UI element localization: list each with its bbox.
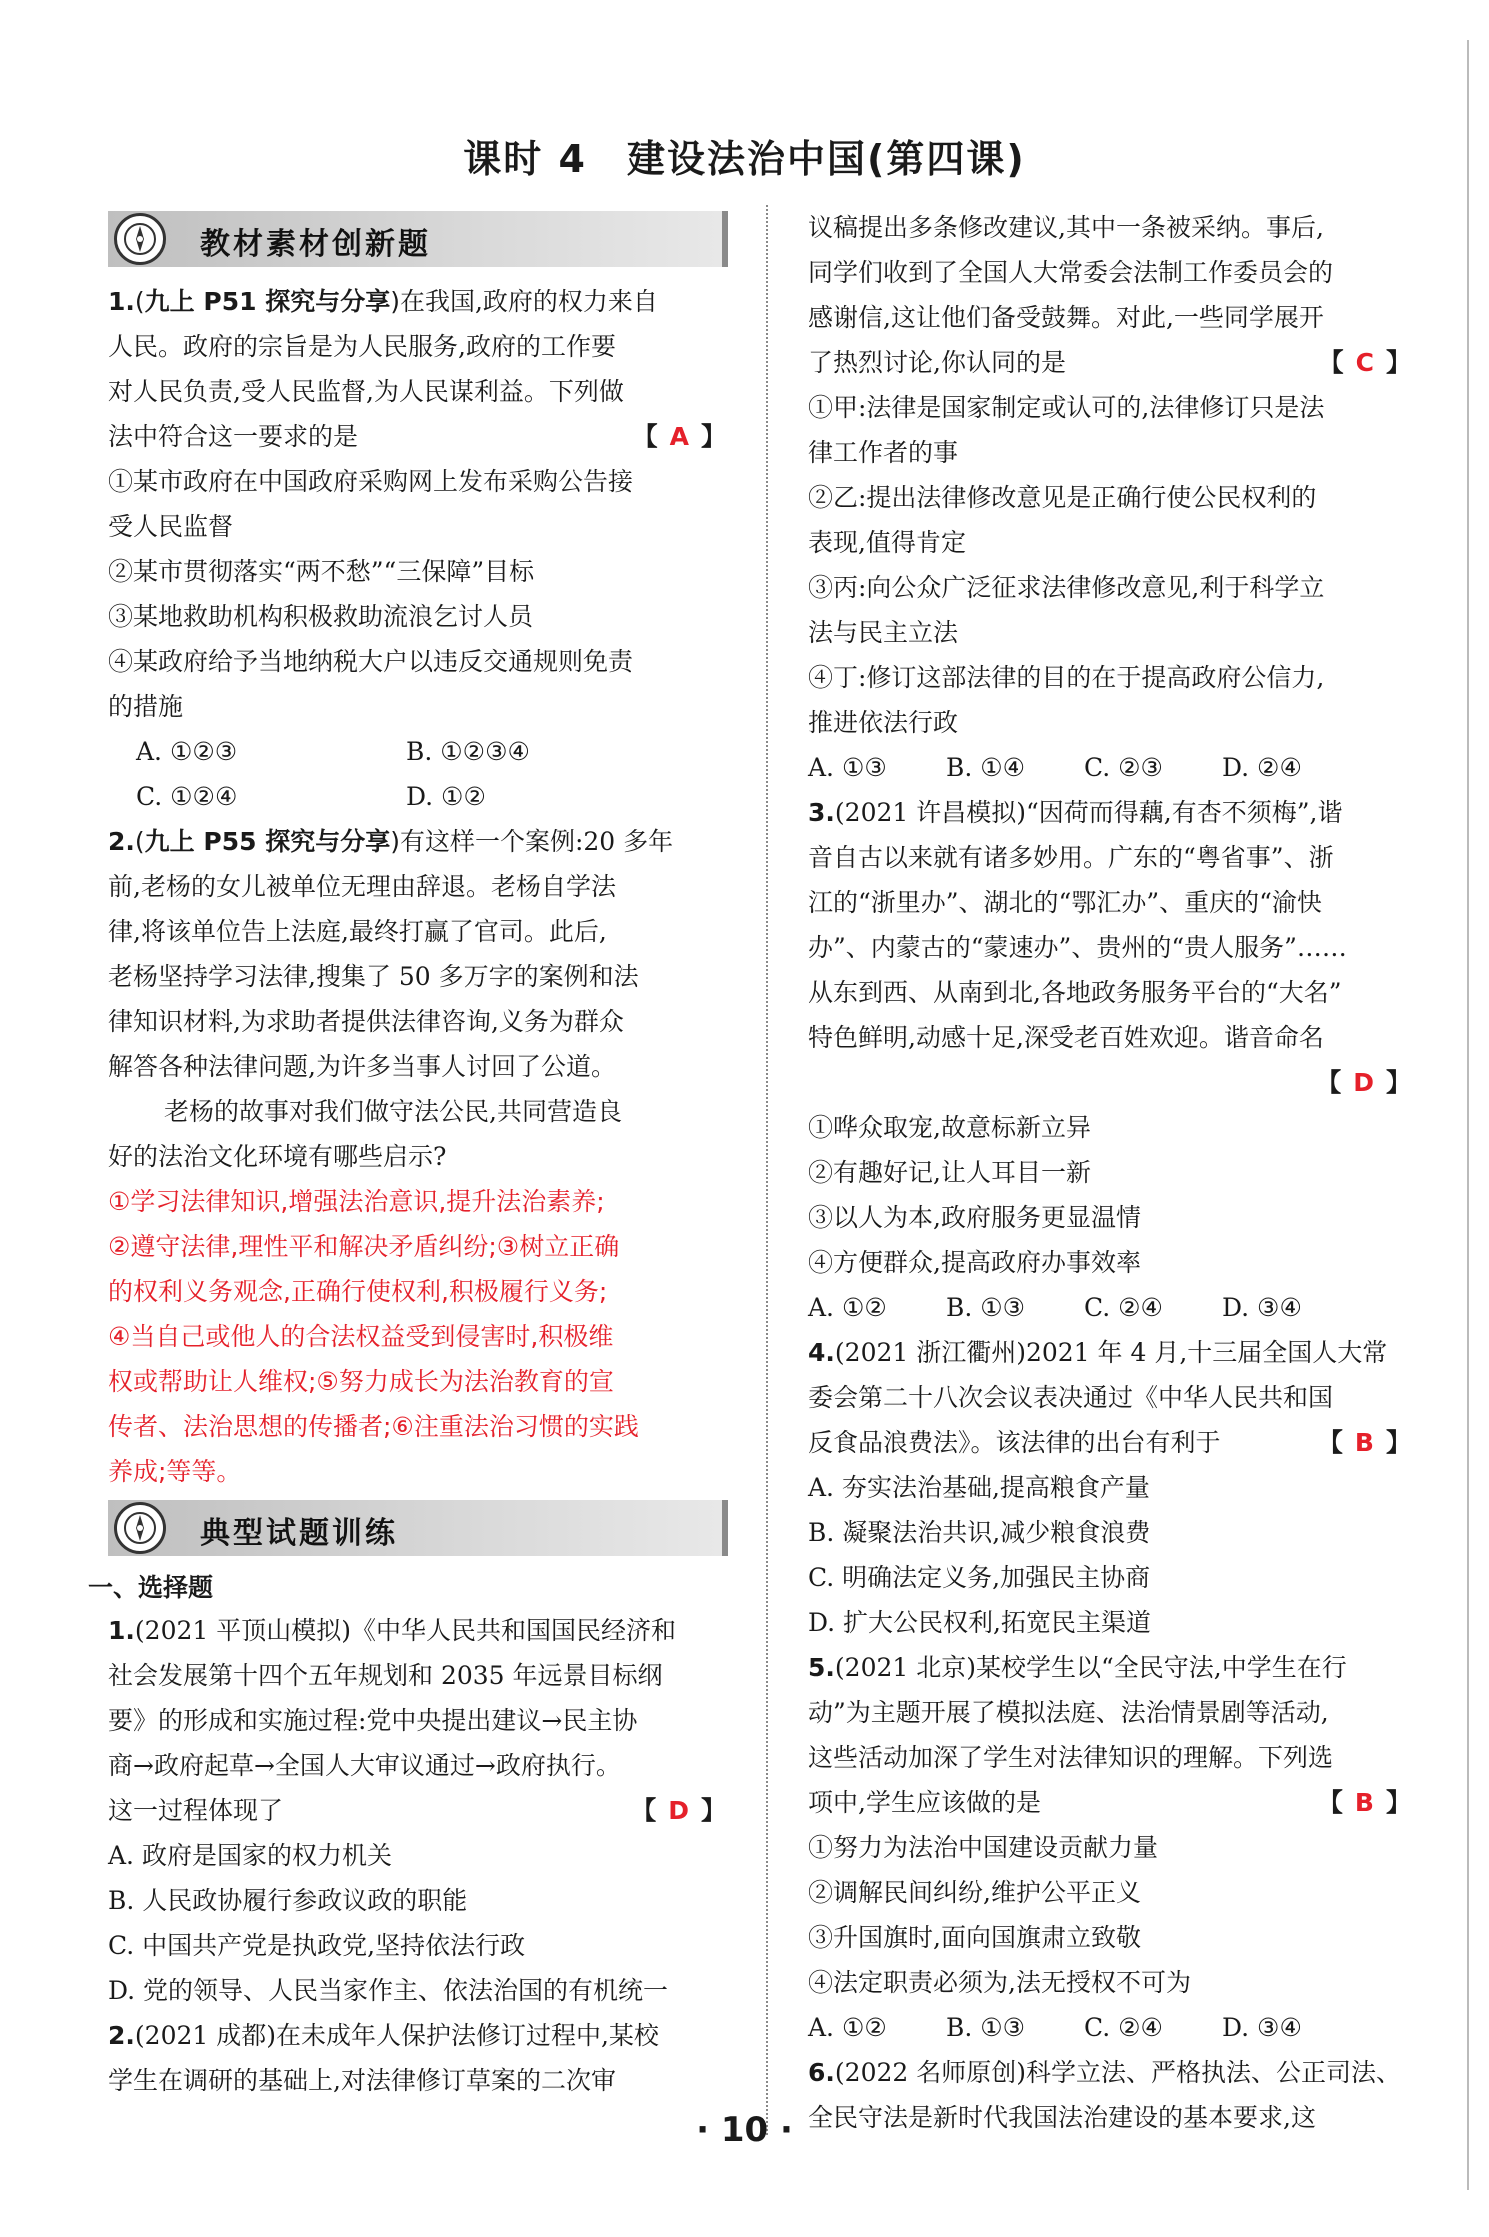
answer-text: ④当自己或他人的合法权益受到侵害时,积极维 [108, 1322, 614, 1351]
question-number: 3. [808, 798, 835, 827]
section-header-training [108, 1500, 728, 1556]
options-row [108, 774, 728, 819]
question-text: 律知识材料,为求助者提供法律咨询,义务为群众 [108, 1007, 624, 1036]
option-b: B. ①③ [946, 1293, 1026, 1322]
question-text: 从东到西、从南到北,各地政务服务平台的“大名” [808, 978, 1342, 1007]
question-number: 1. [108, 287, 135, 316]
question-text: 项中,学生应该做的是 [808, 1788, 1041, 1817]
answer-text: 养成;等等。 [108, 1457, 242, 1486]
option-d: D. 党的领导、人民当家作主、依法治国的有机统一 [108, 1976, 669, 2005]
statement-item: ①甲:法律是国家制定或认可的,法律修订只是法 [808, 393, 1325, 422]
question-source: (九上 P51 探究与分享) [134, 287, 400, 316]
question-text: 委会第二十八次会议表决通过《中华人民共和国 [808, 1383, 1334, 1412]
question-text: 解答各种法律问题,为许多当事人讨回了公道。 [108, 1052, 616, 1081]
section-title: 典型试题训练 [200, 1516, 398, 1551]
option-d: D. ③④ [1222, 1293, 1302, 1322]
options-row [108, 729, 728, 774]
option-b: B. 凝聚法治共识,减少粮食浪费 [808, 1518, 1151, 1547]
question-number: 2. [108, 2021, 135, 2050]
answer-value: C [1355, 348, 1376, 377]
question-text: 全民守法是新时代我国法治建设的基本要求,这 [808, 2103, 1316, 2132]
question-text: 有这样一个案例:20 多年 [399, 827, 674, 856]
question-prompt: 老杨的故事对我们做守法公民,共同营造良 [164, 1097, 622, 1126]
option-c: C. ①②④ [136, 782, 238, 811]
question-text: (2022 名师原创)科学立法、严格执法、公正司法、 [834, 2058, 1401, 2087]
option-d: D. ③④ [1222, 2013, 1302, 2042]
statement-item: ②有趣好记,让人耳目一新 [808, 1158, 1091, 1187]
option-d: D. 扩大公民权利,拓宽民主渠道 [808, 1608, 1151, 1637]
question-text: 音自古以来就有诸多妙用。广东的“粤省事”、浙 [808, 843, 1334, 872]
answer-text: 权或帮助让人维权;⑤努力成长为法治教育的宣 [108, 1367, 614, 1396]
column-divider [766, 205, 768, 2135]
options-row [808, 2005, 1413, 2050]
statement-item: ②调解民间纠纷,维护公平正义 [808, 1878, 1141, 1907]
option-d: D. ①② [406, 782, 486, 811]
question-text: 老杨坚持学习法律,搜集了 50 多万字的案例和法 [108, 962, 639, 991]
question-text: 社会发展第十四个五年规划和 2035 年远景目标纲 [108, 1661, 663, 1690]
option-c: C. 明确法定义务,加强民主协商 [808, 1563, 1151, 1592]
page-title: 课时 4 建设法治中国(第四课) [463, 137, 1026, 181]
answer-value: D [668, 1796, 691, 1825]
section-title: 教材素材创新题 [200, 227, 431, 262]
question-text: (2021 北京)某校学生以“全民守法,中学生在行 [834, 1653, 1347, 1682]
left-column [88, 205, 728, 2103]
statement-item: ③升国旗时,面向国旗肃立致敬 [808, 1923, 1141, 1952]
option-b: B. ①②③④ [406, 737, 530, 766]
statement-item: ①某市政府在中国政府采购网上发布采购公告接 [108, 467, 634, 496]
option-d: D. ②④ [1222, 753, 1302, 782]
answer-value: A [669, 422, 691, 451]
question-5-training [808, 1645, 1413, 2050]
statement-item: ④丁:修订这部法律的目的在于提高政府公信力, [808, 663, 1325, 692]
statement-item: ①哗众取宠,故意标新立异 [808, 1113, 1091, 1142]
statement-item: 表现,值得肯定 [808, 528, 966, 557]
question-text: 了热烈讨论,你认同的是 [808, 348, 1066, 377]
option-a: A. ①② [808, 1293, 887, 1322]
section-header-innovation [108, 211, 728, 267]
compass-icon [114, 1502, 166, 1554]
question-1-innovation [108, 279, 728, 819]
question-text: 前,老杨的女儿被单位无理由辞退。老杨自学法 [108, 872, 616, 901]
compass-icon [114, 213, 166, 265]
question-text: 同学们收到了全国人大常委会法制工作委员会的 [808, 258, 1334, 287]
page-edge-line [1467, 40, 1469, 2190]
answer-text: ①学习法律知识,增强法治意识,提升法治素养; [108, 1187, 605, 1216]
option-c: C. ②④ [1084, 1293, 1163, 1322]
option-c: C. 中国共产党是执政党,坚持依法行政 [108, 1931, 526, 1960]
statement-item: 推进依法行政 [808, 708, 959, 737]
statement-item: ④某政府给予当地纳税大户以违反交通规则免责 [108, 647, 634, 676]
question-prompt: 好的法治文化环境有哪些启示? [108, 1142, 447, 1171]
statement-item: ③丙:向公众广泛征求法律修改意见,利于科学立 [808, 573, 1325, 602]
question-text: 要》的形成和实施过程:党中央提出建议→民主协 [108, 1706, 638, 1735]
question-3-training [808, 790, 1413, 1330]
question-number: 6. [808, 2058, 835, 2087]
statement-item: ②某市贯彻落实“两不愁”“三保障”目标 [108, 557, 535, 586]
question-number: 1. [108, 1616, 135, 1645]
question-2-training [108, 2013, 728, 2103]
statement-item: ④方便群众,提高政府办事效率 [808, 1248, 1141, 1277]
question-text: 动”为主题开展了模拟法庭、法治情景剧等活动, [808, 1698, 1329, 1727]
question-text: (2021 许昌模拟)“因荷而得藕,有杏不须梅”,谐 [834, 798, 1343, 827]
answer-value: B [1354, 1428, 1376, 1457]
question-text: 在我国,政府的权力来自 [399, 287, 658, 316]
option-c: C. ②④ [1084, 2013, 1163, 2042]
statement-item: ②乙:提出法律修改意见是正确行使公民权利的 [808, 483, 1317, 512]
question-text: 办”、内蒙古的“蒙速办”、贵州的“贵人服务”…… [808, 933, 1347, 962]
answer-text: ②遵守法律,理性平和解决矛盾纠纷;③树立正确 [108, 1232, 620, 1261]
question-text: 反食品浪费法》。该法律的出台有利于 [808, 1428, 1221, 1457]
answer-bracket: 【 B 】 [1317, 1428, 1413, 1457]
option-a: A. ①② [808, 2013, 887, 2042]
statement-item: 受人民监督 [108, 512, 234, 541]
answer-value: D [1353, 1068, 1376, 1097]
question-1-training [108, 1608, 728, 2013]
question-number: 2. [108, 827, 135, 856]
question-2-continued [808, 205, 1413, 790]
statement-item: 法与民主立法 [808, 618, 959, 647]
statement-item: 律工作者的事 [808, 438, 959, 467]
question-text: 特色鲜明,动感十足,深受老百姓欢迎。谐音命名 [808, 1023, 1324, 1052]
question-text: (2021 平顶山模拟)《中华人民共和国国民经济和 [134, 1616, 676, 1645]
statement-item: ④法定职责必须为,法无授权不可为 [808, 1968, 1191, 1997]
question-4-training [808, 1330, 1413, 1645]
question-number: 5. [808, 1653, 835, 1682]
question-text: 这些活动加深了学生对法律知识的理解。下列选 [808, 1743, 1334, 1772]
option-b: B. ①③ [946, 2013, 1026, 2042]
answer-bracket: 【 A 】 [632, 422, 728, 451]
question-text: 这一过程体现了 [108, 1796, 284, 1825]
question-text: 学生在调研的基础上,对法律修订草案的二次审 [108, 2066, 616, 2095]
question-source: (九上 P55 探究与分享) [134, 827, 400, 856]
choice-heading: 一、选择题 [88, 1573, 214, 1602]
right-column [808, 205, 1413, 2140]
page-number: · 10 · [696, 2110, 793, 2150]
answer-bracket: 【 C 】 [1318, 348, 1413, 377]
answer-text: 传者、法治思想的传播者;⑥注重法治习惯的实践 [108, 1412, 639, 1441]
answer-bracket: 【 D 】 [1316, 1068, 1413, 1097]
question-text: 法中符合这一要求的是 [108, 422, 359, 451]
option-a: A. 政府是国家的权力机关 [108, 1841, 392, 1870]
question-text: 律,将该单位告上法庭,最终打赢了官司。此后, [108, 917, 607, 946]
question-text: (2021 成都)在未成年人保护法修订过程中,某校 [134, 2021, 659, 2050]
answer-bracket: 【 B 】 [1317, 1788, 1413, 1817]
statement-item: ③以人为本,政府服务更显温情 [808, 1203, 1141, 1232]
options-row [808, 1285, 1413, 1330]
statement-item: 的措施 [108, 692, 184, 721]
question-text: (2021 浙江衢州)2021 年 4 月,十三届全国人大常 [834, 1338, 1388, 1367]
option-c: C. ②③ [1084, 753, 1163, 782]
question-number: 4. [808, 1338, 835, 1367]
option-b: B. 人民政协履行参政议政的职能 [108, 1886, 468, 1915]
question-text: 商→政府起草→全国人大审议通过→政府执行。 [108, 1751, 621, 1780]
statement-item: ①努力为法治中国建设贡献力量 [808, 1833, 1159, 1862]
question-text: 感谢信,这让他们备受鼓舞。对此,一些同学展开 [808, 303, 1324, 332]
question-2-innovation [108, 819, 728, 1494]
answer-text: 的权利义务观念,正确行使权利,积极履行义务; [108, 1277, 608, 1306]
question-text: 对人民负责,受人民监督,为人民谋利益。下列做 [108, 377, 624, 406]
option-a: A. ①②③ [136, 737, 238, 766]
answer-value: B [1354, 1788, 1376, 1817]
answer-bracket: 【 D 】 [631, 1796, 728, 1825]
question-text: 议稿提出多条修改建议,其中一条被采纳。事后, [808, 213, 1324, 242]
option-a: A. 夯实法治基础,提高粮食产量 [808, 1473, 1150, 1502]
question-text: 人民。政府的宗旨是为人民服务,政府的工作要 [108, 332, 616, 361]
options-row [808, 745, 1413, 790]
option-a: A. ①③ [808, 753, 887, 782]
question-text: 江的“浙里办”、湖北的“鄂汇办”、重庆的“渝快 [808, 888, 1322, 917]
statement-item: ③某地救助机构积极救助流浪乞讨人员 [108, 602, 534, 631]
option-b: B. ①④ [946, 753, 1026, 782]
